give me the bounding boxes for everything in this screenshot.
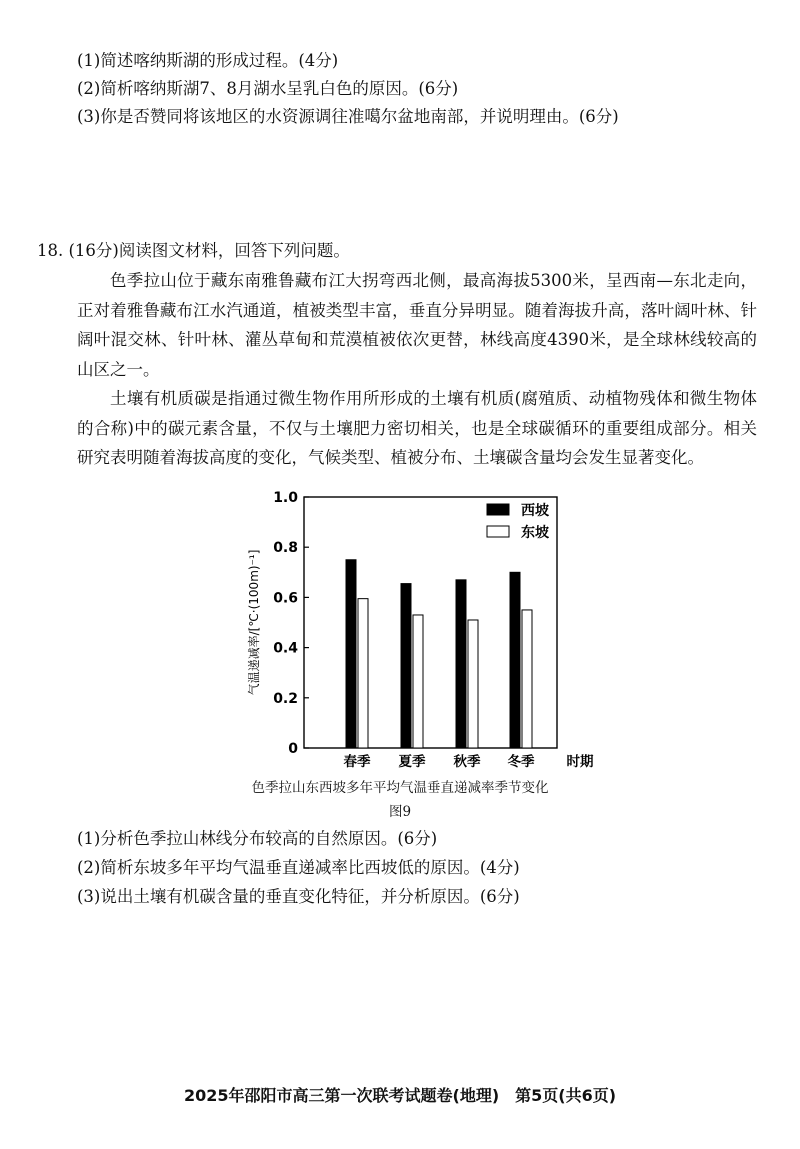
- y-tick-label: 0.2: [273, 690, 298, 707]
- y-tick-label: 0.6: [273, 590, 298, 607]
- bar-west-3: [456, 580, 466, 748]
- q18-subquestion-1: (1)分析色季拉山林线分布较高的自然原因。(6分): [77, 829, 438, 848]
- material-paragraph-1: 色季拉山位于藏东南雅鲁藏布江大拐弯西北侧，最高海拔5300米，呈西南—东北走向，正对着雅鲁藏布江水汽通道，植被类型丰富，垂直分异明显。随着海拔升高，落叶阔叶林、针阔叶混交林、针叶林、灌丛草甸和荒漠植被依次更替，林线高度4390米，是全球林线较高的山区之一。: [77, 271, 757, 379]
- bar-east-3: [468, 620, 478, 748]
- legend-swatch-1: [487, 504, 509, 515]
- legend-label-2: 东坡: [521, 525, 549, 541]
- question-18-heading: 18. (16分)阅读图文材料，回答下列问题。: [37, 241, 350, 260]
- bar-west-1: [346, 560, 356, 748]
- q18-subquestion-3: (3)说出土壤有机碳含量的垂直变化特征，并分析原因。(6分): [77, 887, 520, 906]
- material-paragraph-2: 土壤有机质碳是指通过微生物作用所形成的土壤有机质(腐殖质、动植物残体和微生物体的合称)中的碳元素含量，不仅与土壤肥力密切相关，也是全球碳循环的重要组成部分。相关研究表明随着海拔高度的变化，气候类型、植被分布、土壤碳含量均会发生显著变化。: [77, 389, 757, 467]
- legend-swatch-2: [487, 526, 509, 537]
- x-category-label: 冬季: [507, 754, 535, 770]
- prev-question-1: (1)简述喀纳斯湖的形成过程。(4分): [77, 51, 339, 70]
- legend-label-1: 西坡: [521, 503, 549, 519]
- bar-east-1: [358, 599, 368, 748]
- prev-question-3: (3)你是否赞同将该地区的水资源调往准噶尔盆地南部，并说明理由。(6分): [77, 107, 619, 126]
- bar-west-2: [401, 584, 411, 748]
- x-category-label: 夏季: [398, 754, 426, 770]
- x-category-label: 秋季: [453, 754, 481, 770]
- y-tick-label: 0: [288, 741, 298, 757]
- prev-question-2: (2)简析喀纳斯湖7、8月湖水呈乳白色的原因。(6分): [77, 79, 459, 98]
- bar-east-2: [413, 615, 423, 748]
- x-category-label: 春季: [343, 754, 371, 770]
- chart-title: 色季拉山东西坡多年平均气温垂直递减率季节变化: [251, 780, 549, 796]
- y-tick-label: 0.8: [273, 540, 298, 557]
- y-tick-label: 1.0: [273, 490, 298, 506]
- lapse-rate-bar-chart: [0, 484, 800, 784]
- figure-label: 图9: [388, 804, 412, 820]
- y-axis-label: 气温递减率/[℃·(100m)⁻¹]: [247, 549, 261, 696]
- y-tick-label: 0.4: [273, 640, 298, 657]
- bar-west-4: [510, 572, 520, 748]
- page-footer: 2025年邵阳市高三第一次联考试题卷(地理) 第5页(共6页): [183, 1086, 617, 1105]
- x-axis-label: 时期: [566, 754, 594, 770]
- q18-subquestion-2: (2)简析东坡多年平均气温垂直递减率比西坡低的原因。(4分): [77, 858, 520, 877]
- bar-east-4: [522, 610, 532, 748]
